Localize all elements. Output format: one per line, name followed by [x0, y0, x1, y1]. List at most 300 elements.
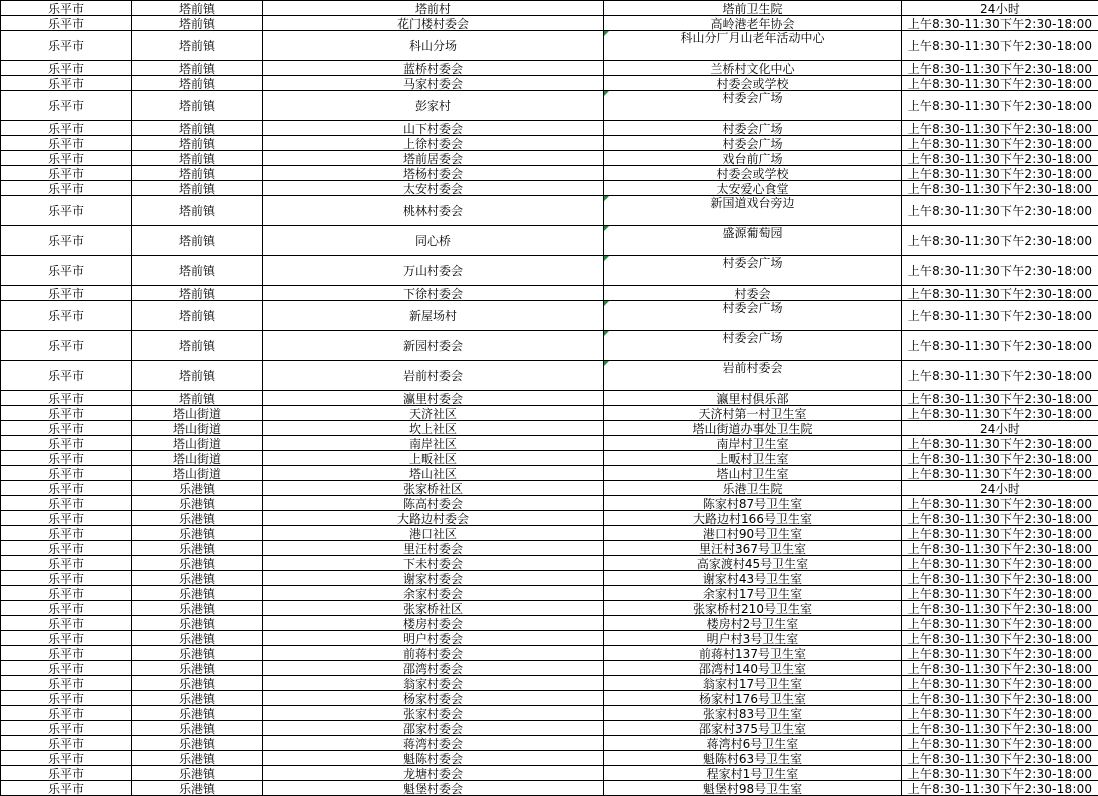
cell-hours[interactable]: [902, 676, 1098, 691]
cell-town[interactable]: [132, 436, 263, 451]
cell-hours[interactable]: [902, 31, 1098, 61]
cell-city[interactable]: [1, 751, 132, 766]
cell-hours[interactable]: [902, 691, 1098, 706]
cell-hours[interactable]: [902, 496, 1098, 511]
cell-city[interactable]: [1, 676, 132, 691]
cell-town[interactable]: [132, 466, 263, 481]
cell-site-text: 村委会广场: [604, 256, 901, 269]
cell-site[interactable]: [604, 286, 902, 301]
cell-unit[interactable]: [263, 511, 604, 526]
cell-unit[interactable]: [263, 631, 604, 646]
cell-hours[interactable]: [902, 166, 1098, 181]
cell-site[interactable]: [604, 256, 902, 286]
cell-site[interactable]: [604, 721, 902, 736]
cell-unit[interactable]: [263, 451, 604, 466]
cell-hours[interactable]: [902, 1, 1098, 16]
cell-unit-text: 蓝桥村委会: [403, 62, 463, 76]
cell-town[interactable]: [132, 301, 263, 331]
cell-site[interactable]: [604, 571, 902, 586]
cell-hours[interactable]: [902, 451, 1098, 466]
cell-unit[interactable]: [263, 661, 604, 676]
cell-town-text: 乐港镇: [179, 557, 215, 571]
cell-city[interactable]: [1, 391, 132, 406]
cell-city[interactable]: [1, 361, 132, 391]
table-row: [1, 181, 1098, 196]
cell-hours[interactable]: [902, 406, 1098, 421]
cell-unit[interactable]: [263, 331, 604, 361]
cell-city[interactable]: [1, 661, 132, 676]
cell-unit-text: 翁家村委会: [403, 677, 463, 691]
cell-hours-text: 上午8:30-11:30下午2:30-18:00: [908, 587, 1093, 601]
cell-town[interactable]: [132, 121, 263, 136]
cell-town[interactable]: [132, 706, 263, 721]
cell-town[interactable]: [132, 76, 263, 91]
cell-site[interactable]: [604, 91, 902, 121]
cell-city-text: 乐平市: [48, 497, 84, 511]
cell-town[interactable]: [132, 736, 263, 751]
cell-city[interactable]: [1, 511, 132, 526]
cell-city-text: 乐平市: [48, 39, 84, 53]
cell-site[interactable]: [604, 196, 902, 226]
cell-city[interactable]: [1, 421, 132, 436]
cell-town[interactable]: [132, 166, 263, 181]
cell-unit[interactable]: [263, 691, 604, 706]
cell-city[interactable]: [1, 1, 132, 16]
cell-unit-text: 马家村委会: [403, 77, 463, 91]
table-row: [1, 781, 1098, 796]
cell-unit[interactable]: [263, 1, 604, 16]
cell-site[interactable]: [604, 496, 902, 511]
cell-unit[interactable]: [263, 166, 604, 181]
table-row: [1, 676, 1098, 691]
cell-hours[interactable]: [902, 286, 1098, 301]
cell-site[interactable]: [604, 736, 902, 751]
cell-site-text: 邵家村375号卫生室: [699, 722, 806, 736]
cell-site-text: 邵湾村140号卫生室: [699, 662, 806, 676]
cell-hours[interactable]: [902, 436, 1098, 451]
cell-city[interactable]: [1, 61, 132, 76]
cell-site[interactable]: [604, 331, 902, 361]
cell-city[interactable]: [1, 451, 132, 466]
cell-hours[interactable]: [902, 736, 1098, 751]
cell-city[interactable]: [1, 481, 132, 496]
cell-unit[interactable]: [263, 91, 604, 121]
cell-city[interactable]: [1, 76, 132, 91]
cell-unit[interactable]: [263, 496, 604, 511]
cell-town[interactable]: [132, 181, 263, 196]
cell-hours[interactable]: [902, 301, 1098, 331]
cell-site[interactable]: [604, 61, 902, 76]
cell-hours[interactable]: [902, 61, 1098, 76]
cell-hours-text: 上午8:30-11:30下午2:30-18:00: [908, 782, 1093, 796]
cell-town[interactable]: [132, 91, 263, 121]
cell-unit[interactable]: [263, 481, 604, 496]
cell-site[interactable]: [604, 616, 902, 631]
cell-unit[interactable]: [263, 526, 604, 541]
cell-town[interactable]: [132, 256, 263, 286]
cell-hours[interactable]: [902, 706, 1098, 721]
cell-site-text: 村委会: [734, 287, 770, 301]
cell-city[interactable]: [1, 601, 132, 616]
cell-city[interactable]: [1, 91, 132, 121]
cell-site[interactable]: [604, 136, 902, 151]
cell-site[interactable]: [604, 646, 902, 661]
cell-unit[interactable]: [263, 706, 604, 721]
cell-hours[interactable]: [902, 766, 1098, 781]
cell-city-text: 乐平市: [48, 2, 84, 16]
cell-hours-text: 上午8:30-11:30下午2:30-18:00: [908, 234, 1093, 248]
cell-city[interactable]: [1, 16, 132, 31]
cell-hours[interactable]: [902, 121, 1098, 136]
cell-site-text: 高岭港老年协会: [710, 17, 794, 31]
cell-unit[interactable]: [263, 391, 604, 406]
cell-site[interactable]: [604, 1, 902, 16]
cell-city[interactable]: [1, 466, 132, 481]
cell-hours[interactable]: [902, 646, 1098, 661]
cell-city[interactable]: [1, 301, 132, 331]
cell-site[interactable]: [604, 661, 902, 676]
cell-town[interactable]: [132, 511, 263, 526]
cell-city[interactable]: [1, 196, 132, 226]
cell-hours[interactable]: [902, 481, 1098, 496]
cell-unit[interactable]: [263, 61, 604, 76]
cell-unit-text: 魁堡村委会: [403, 782, 463, 796]
cell-hours-text: 上午8:30-11:30下午2:30-18:00: [908, 122, 1093, 136]
cell-unit[interactable]: [263, 601, 604, 616]
table-row: [1, 751, 1098, 766]
cell-site[interactable]: [604, 601, 902, 616]
table-row: [1, 31, 1098, 61]
cell-hours[interactable]: [902, 16, 1098, 31]
cell-town-text: 塔前镇: [179, 17, 215, 31]
cell-site[interactable]: [604, 361, 902, 391]
cell-site[interactable]: [604, 181, 902, 196]
cell-site[interactable]: [604, 526, 902, 541]
cell-town[interactable]: [132, 586, 263, 601]
cell-hours[interactable]: [902, 391, 1098, 406]
cell-unit[interactable]: [263, 466, 604, 481]
cell-unit-text: 坎上社区: [409, 422, 457, 436]
cell-city[interactable]: [1, 691, 132, 706]
cell-city[interactable]: [1, 136, 132, 151]
cell-hours-text: 上午8:30-11:30下午2:30-18:00: [908, 767, 1093, 781]
table-row: [1, 631, 1098, 646]
cell-site[interactable]: [604, 406, 902, 421]
cell-hours-text: 上午8:30-11:30下午2:30-18:00: [908, 137, 1093, 151]
cell-unit[interactable]: [263, 766, 604, 781]
cell-city[interactable]: [1, 616, 132, 631]
cell-hours[interactable]: [902, 256, 1098, 286]
cell-city[interactable]: [1, 121, 132, 136]
cell-hours[interactable]: [902, 721, 1098, 736]
cell-city[interactable]: [1, 331, 132, 361]
cell-town[interactable]: [132, 661, 263, 676]
cell-city[interactable]: [1, 721, 132, 736]
cell-site-text: 科山分厂月山老年活动中心: [604, 31, 901, 44]
cell-unit[interactable]: [263, 571, 604, 586]
cell-hours-text: 上午8:30-11:30下午2:30-18:00: [908, 182, 1093, 196]
cell-town[interactable]: [132, 61, 263, 76]
cell-unit[interactable]: [263, 616, 604, 631]
cell-town-text: 塔前镇: [179, 2, 215, 16]
cell-town[interactable]: [132, 151, 263, 166]
cell-town[interactable]: [132, 766, 263, 781]
cell-unit[interactable]: [263, 256, 604, 286]
cell-city[interactable]: [1, 166, 132, 181]
cell-town[interactable]: [132, 496, 263, 511]
cell-hours[interactable]: [902, 331, 1098, 361]
cell-unit[interactable]: [263, 361, 604, 391]
cell-site[interactable]: [604, 766, 902, 781]
cell-unit-text: 上畈社区: [409, 452, 457, 466]
cell-city[interactable]: [1, 286, 132, 301]
cell-unit[interactable]: [263, 226, 604, 256]
cell-town[interactable]: [132, 286, 263, 301]
cell-town[interactable]: [132, 331, 263, 361]
cell-city[interactable]: [1, 541, 132, 556]
table-row: [1, 421, 1098, 436]
cell-hours-text: 上午8:30-11:30下午2:30-18:00: [908, 707, 1093, 721]
cell-town[interactable]: [132, 601, 263, 616]
cell-city[interactable]: [1, 256, 132, 286]
cell-site[interactable]: [604, 631, 902, 646]
cell-unit[interactable]: [263, 586, 604, 601]
cell-town[interactable]: [132, 16, 263, 31]
cell-unit[interactable]: [263, 76, 604, 91]
cell-site-text: 魁堡村98号卫生室: [703, 782, 802, 796]
cell-city[interactable]: [1, 556, 132, 571]
cell-town[interactable]: [132, 781, 263, 796]
cell-site[interactable]: [604, 226, 902, 256]
cell-unit[interactable]: [263, 31, 604, 61]
table-row: [1, 451, 1098, 466]
cell-unit[interactable]: [263, 286, 604, 301]
cell-site[interactable]: [604, 31, 902, 61]
cell-city[interactable]: [1, 181, 132, 196]
cell-site[interactable]: [604, 481, 902, 496]
cell-site[interactable]: [604, 586, 902, 601]
cell-site-text: 南岸村卫生室: [716, 437, 788, 451]
cell-hours[interactable]: [902, 781, 1098, 796]
cell-site[interactable]: [604, 391, 902, 406]
cell-site[interactable]: [604, 121, 902, 136]
cell-unit[interactable]: [263, 721, 604, 736]
cell-hours-text: 上午8:30-11:30下午2:30-18:00: [908, 77, 1093, 91]
cell-city[interactable]: [1, 406, 132, 421]
cell-town[interactable]: [132, 481, 263, 496]
table-row: [1, 616, 1098, 631]
cell-site[interactable]: [604, 421, 902, 436]
cell-town[interactable]: [132, 646, 263, 661]
cell-site-text: 塔山街道办事处卫生院: [692, 422, 812, 436]
cell-unit-text: 新屋场村: [409, 309, 457, 323]
cell-town[interactable]: [132, 541, 263, 556]
cell-hours[interactable]: [902, 556, 1098, 571]
cell-unit[interactable]: [263, 301, 604, 331]
cell-town[interactable]: [132, 571, 263, 586]
cell-hours[interactable]: [902, 226, 1098, 256]
cell-town[interactable]: [132, 556, 263, 571]
cell-city-text: 乐平市: [48, 182, 84, 196]
cell-hours[interactable]: [902, 151, 1098, 166]
cell-unit[interactable]: [263, 181, 604, 196]
cell-hours[interactable]: [902, 616, 1098, 631]
cell-site[interactable]: [604, 691, 902, 706]
cell-town[interactable]: [132, 391, 263, 406]
cell-town[interactable]: [132, 226, 263, 256]
cell-town-text: 乐港镇: [179, 677, 215, 691]
cell-hours[interactable]: [902, 181, 1098, 196]
cell-site[interactable]: [604, 151, 902, 166]
cell-town-text: 乐港镇: [179, 542, 215, 556]
cell-site-text: 明户村3号卫生室: [707, 632, 799, 646]
table-row: [1, 556, 1098, 571]
cell-hours[interactable]: [902, 76, 1098, 91]
cell-city[interactable]: [1, 496, 132, 511]
cell-town-text: 塔前镇: [179, 392, 215, 406]
cell-site[interactable]: [604, 16, 902, 31]
cell-hours[interactable]: [902, 466, 1098, 481]
cell-unit-text: 科山分场: [409, 39, 457, 53]
cell-hours[interactable]: [902, 361, 1098, 391]
cell-unit[interactable]: [263, 406, 604, 421]
cell-site[interactable]: [604, 556, 902, 571]
cell-town[interactable]: [132, 361, 263, 391]
cell-unit[interactable]: [263, 676, 604, 691]
cell-unit[interactable]: [263, 736, 604, 751]
cell-site[interactable]: [604, 541, 902, 556]
cell-unit[interactable]: [263, 151, 604, 166]
cell-town[interactable]: [132, 631, 263, 646]
cell-site[interactable]: [604, 511, 902, 526]
cell-unit[interactable]: [263, 436, 604, 451]
cell-town[interactable]: [132, 421, 263, 436]
cell-hours[interactable]: [902, 586, 1098, 601]
cell-unit[interactable]: [263, 751, 604, 766]
cell-hours[interactable]: [902, 571, 1098, 586]
cell-hours-text: 上午8:30-11:30下午2:30-18:00: [908, 339, 1093, 353]
cell-unit-text: 邵湾村委会: [403, 662, 463, 676]
cell-site-text: 乐港卫生院: [722, 482, 782, 496]
cell-town[interactable]: [132, 451, 263, 466]
cell-hours[interactable]: [902, 526, 1098, 541]
cell-hours-text: 上午8:30-11:30下午2:30-18:00: [908, 369, 1093, 383]
cell-unit-text: 明户村委会: [403, 632, 463, 646]
cell-site[interactable]: [604, 76, 902, 91]
cell-city[interactable]: [1, 436, 132, 451]
cell-site[interactable]: [604, 781, 902, 796]
table-row: [1, 151, 1098, 166]
cell-unit[interactable]: [263, 196, 604, 226]
cell-town[interactable]: [132, 526, 263, 541]
cell-site[interactable]: [604, 436, 902, 451]
cell-unit-text: 南岸社区: [409, 437, 457, 451]
cell-unit[interactable]: [263, 556, 604, 571]
cell-city[interactable]: [1, 151, 132, 166]
cell-city[interactable]: [1, 736, 132, 751]
cell-hours[interactable]: [902, 91, 1098, 121]
cell-town[interactable]: [132, 136, 263, 151]
cell-hours[interactable]: [902, 511, 1098, 526]
cell-city-text: 乐平市: [48, 572, 84, 586]
cell-site[interactable]: [604, 706, 902, 721]
cell-town-text: 塔前镇: [179, 264, 215, 278]
cell-hours-text: 上午8:30-11:30下午2:30-18:00: [908, 467, 1093, 481]
cell-city[interactable]: [1, 31, 132, 61]
cell-site-text: 新国道戏台旁边: [604, 196, 901, 209]
cell-city[interactable]: [1, 766, 132, 781]
cell-town-text: 乐港镇: [179, 527, 215, 541]
cell-town[interactable]: [132, 751, 263, 766]
cell-city[interactable]: [1, 706, 132, 721]
cell-city[interactable]: [1, 586, 132, 601]
cell-city[interactable]: [1, 631, 132, 646]
cell-unit-text: 万山村委会: [403, 264, 463, 278]
cell-hours[interactable]: [902, 541, 1098, 556]
cell-town-text: 乐港镇: [179, 722, 215, 736]
cell-site-text: 蒋湾村6号卫生室: [707, 737, 799, 751]
cell-site-text: 谢家村43号卫生室: [703, 572, 802, 586]
cell-unit-text: 上徐村委会: [403, 137, 463, 151]
cell-city-text: 乐平市: [48, 527, 84, 541]
cell-site-text: 里汪村367号卫生室: [699, 542, 806, 556]
cell-site[interactable]: [604, 451, 902, 466]
cell-town[interactable]: [132, 721, 263, 736]
cell-unit[interactable]: [263, 781, 604, 796]
cell-site[interactable]: [604, 751, 902, 766]
cell-city[interactable]: [1, 646, 132, 661]
cell-town-text: 塔前镇: [179, 77, 215, 91]
cell-hours[interactable]: [902, 601, 1098, 616]
cell-unit[interactable]: [263, 646, 604, 661]
cell-unit[interactable]: [263, 16, 604, 31]
cell-town[interactable]: [132, 31, 263, 61]
cell-hours[interactable]: [902, 136, 1098, 151]
table-row: [1, 196, 1098, 226]
cell-town[interactable]: [132, 616, 263, 631]
cell-town[interactable]: [132, 691, 263, 706]
cell-unit[interactable]: [263, 121, 604, 136]
cell-site[interactable]: [604, 166, 902, 181]
cell-town[interactable]: [132, 196, 263, 226]
cell-town[interactable]: [132, 1, 263, 16]
table-row: [1, 571, 1098, 586]
cell-hours[interactable]: [902, 196, 1098, 226]
cell-city[interactable]: [1, 526, 132, 541]
cell-site[interactable]: [604, 466, 902, 481]
cell-town[interactable]: [132, 406, 263, 421]
cell-unit[interactable]: [263, 541, 604, 556]
cell-site[interactable]: [604, 301, 902, 331]
cell-site[interactable]: [604, 676, 902, 691]
cell-hours[interactable]: [902, 421, 1098, 436]
cell-hours[interactable]: [902, 751, 1098, 766]
cell-unit-text: 下未村委会: [403, 557, 463, 571]
cell-city-text: 乐平市: [48, 587, 84, 601]
table-row: [1, 526, 1098, 541]
table-row: [1, 436, 1098, 451]
cell-town[interactable]: [132, 676, 263, 691]
cell-hours[interactable]: [902, 661, 1098, 676]
cell-city[interactable]: [1, 226, 132, 256]
cell-unit[interactable]: [263, 136, 604, 151]
cell-hours[interactable]: [902, 631, 1098, 646]
cell-city[interactable]: [1, 781, 132, 796]
cell-city[interactable]: [1, 571, 132, 586]
table-row: [1, 286, 1098, 301]
cell-town-text: 塔山街道: [173, 422, 221, 436]
cell-unit[interactable]: [263, 421, 604, 436]
